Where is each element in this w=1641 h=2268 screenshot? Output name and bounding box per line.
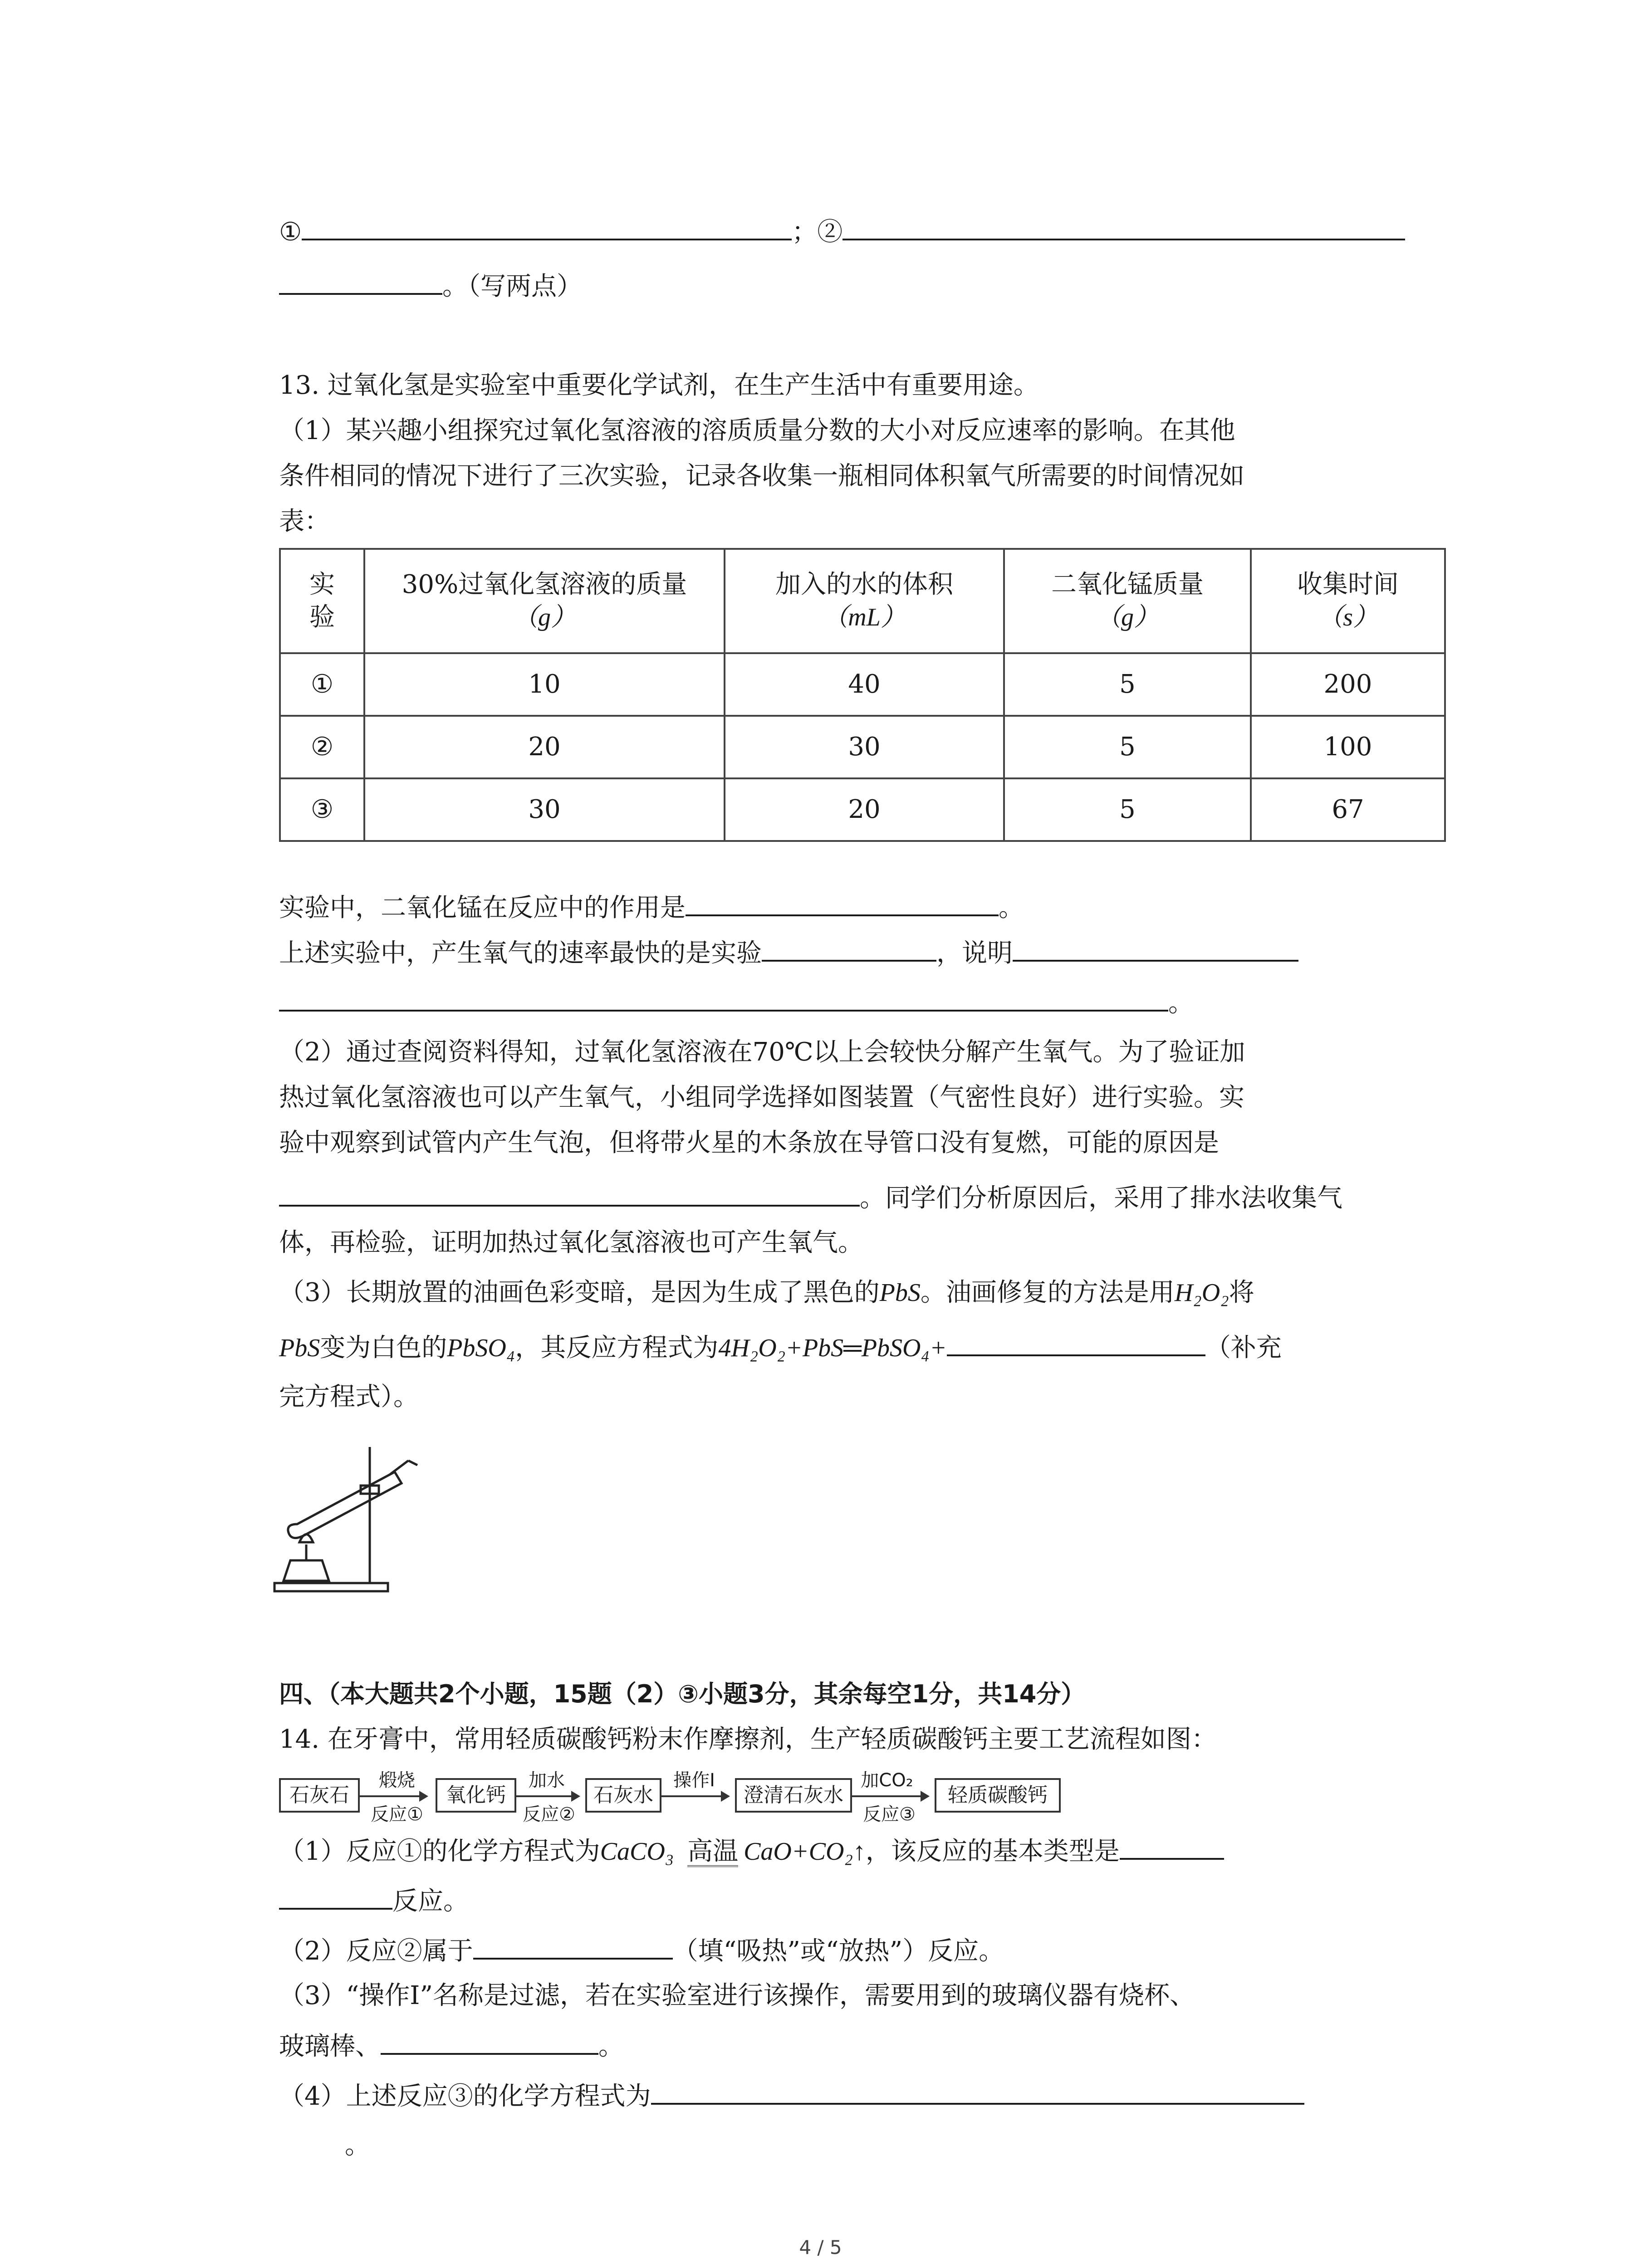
answer-line-1 [279, 213, 1405, 250]
circle-num-1: ① [279, 217, 302, 247]
table-header-cell: 收集时间 （s） [1251, 549, 1445, 653]
write-two-points-text: 。（写两点） [442, 272, 582, 301]
blank-3[interactable] [279, 268, 442, 295]
answer-line-2 [279, 268, 582, 305]
q13-stem: 13. 过氧化氢是实验室中重要化学试剂，在生产生活中有重要用途。 [279, 371, 1039, 400]
flow-label-add-co2: 加CO₂ [861, 1770, 913, 1791]
q13-p1-line1: （1）某兴趣小组探究过氧化氢溶液的溶质质量分数的大小对反应速率的影响。在其他 [279, 416, 1235, 445]
table-header-cell: 二氧化锰质量 （g） [1004, 549, 1251, 653]
q13-p3-line1: （3）长期放置的油画色彩变暗，是因为生成了黑色的PbS。油画修复的方法是用H₂O₂将 [279, 1278, 1254, 1307]
flow-label-reaction-2: 反应② [523, 1804, 575, 1825]
table-cell: 5 [1004, 716, 1251, 778]
reaction-condition: 高温 [687, 1837, 739, 1866]
formula-products: CaO+CO₂↑ [744, 1838, 866, 1866]
table-row [280, 716, 1445, 778]
flow-box-light-calcium-carbonate: 轻质碳酸钙 [935, 1778, 1061, 1813]
page-number: 4 / 5 [799, 2236, 842, 2258]
blank-1[interactable] [302, 213, 792, 240]
blank-reaction-type-1[interactable] [1120, 1833, 1224, 1860]
formula-h2o2: H₂O₂ [1174, 1279, 1229, 1307]
q13-a2-cont: 。 [279, 984, 1194, 1022]
flow-box-lime-water: 石灰水 [585, 1778, 661, 1813]
q13-a2-text: 上述实验中，产生氧气的速率最快的是实验 [279, 938, 762, 968]
q14-s1-line: （1）反应①的化学方程式为CaCO₃ 高温 CaO+CO₂↑，该反应的基本类型是 [279, 1833, 1224, 1870]
blank-glass-instrument[interactable] [381, 2028, 598, 2055]
table-cell: 40 [725, 653, 1004, 716]
blank-2[interactable] [843, 213, 1405, 240]
flow-arrow-3 [660, 1795, 728, 1797]
blank-fastest-experiment[interactable] [762, 934, 936, 962]
formula-pbso4: PbSO₄ [447, 1334, 515, 1362]
q14-s2-line: （2）反应②属于 （填“吸热”或“放热”）反应。 [279, 1932, 1004, 1970]
formula-pbs: PbS [879, 1279, 921, 1307]
q14-s3-line1: （3）“操作Ⅰ”名称是过滤，若在实验室进行该操作，需要用到的玻璃仪器有烧杯、 [279, 1981, 1195, 2010]
experiment-table [279, 548, 1446, 842]
table-cell: ① [280, 653, 364, 716]
blank-explain-1[interactable] [1013, 934, 1298, 962]
flow-label-reaction-3: 反应③ [863, 1804, 916, 1825]
q13-a1-line: 实验中，二氧化锰在反应中的作用是 。 [279, 889, 1024, 926]
q13-p3-line2: PbS变为白色的PbSO₄，其反应方程式为4H₂O₂+PbS═PbSO₄+ （补充 [279, 1329, 1282, 1366]
q13-p3-line3: 完方程式）。 [279, 1382, 419, 1412]
flow-arrow-2 [515, 1795, 578, 1797]
table-row [280, 653, 1445, 716]
flow-box-clear-lime-water: 澄清石灰水 [735, 1778, 852, 1813]
formula-caco3: CaCO₃ [600, 1838, 674, 1866]
q14-s4-line: （4）上述反应③的化学方程式为 [279, 2077, 1304, 2115]
blank-reason[interactable] [279, 1179, 860, 1207]
test-tube-apparatus-illustration [272, 1429, 422, 1597]
table-header-cell: 30%过氧化氢溶液的质量 （g） [364, 549, 725, 653]
table-cell: 67 [1251, 778, 1445, 841]
q13-a1-text: 实验中，二氧化锰在反应中的作用是 [279, 893, 686, 923]
flow-box-calcium-oxide: 氧化钙 [436, 1778, 516, 1813]
separator-text: ；② [792, 217, 843, 247]
q13-p1-line3: 表： [279, 507, 330, 536]
q13-p2-line1: （2）通过查阅资料得知，过氧化氢溶液在70℃以上会较快分解产生氧气。为了验证加 [279, 1037, 1245, 1067]
flow-arrow-1 [358, 1795, 426, 1797]
table-cell: ③ [280, 778, 364, 841]
q13-p2-line3: 验中观察到试管内产生气泡，但将带火星的木条放在导管口没有复燃，可能的原因是 [279, 1128, 1219, 1158]
flow-label-calcine: 煅烧 [379, 1770, 415, 1791]
q13-a2-line: 上述实验中，产生氧气的速率最快的是实验 ，说明 [279, 934, 1298, 972]
table-cell: 20 [364, 716, 725, 778]
table-cell: 5 [1004, 653, 1251, 716]
blank-catalyst-role[interactable] [686, 889, 999, 916]
table-header-row [280, 549, 1445, 653]
table-row [280, 778, 1445, 841]
table-header-cell: 加入的水的体积 （mL） [725, 549, 1004, 653]
q14-stem: 14. 在牙膏中，常用轻质碳酸钙粉末作摩擦剂，生产轻质碳酸钙主要工艺流程如图： [279, 1725, 1217, 1754]
table-cell: 5 [1004, 778, 1251, 841]
q14-s1-cont: 反应。 [279, 1882, 469, 1920]
blank-explain-2[interactable] [279, 984, 1168, 1012]
table-cell: 30 [725, 716, 1004, 778]
blank-equation-product[interactable] [947, 1329, 1205, 1356]
table-cell: 200 [1251, 653, 1445, 716]
reaction-equation: 4H₂O₂+PbS═PbSO₄+ [718, 1334, 947, 1362]
flow-box-limestone: 石灰石 [279, 1778, 360, 1813]
table-cell: 10 [364, 653, 725, 716]
table-cell: 20 [725, 778, 1004, 841]
flow-label-operation-1: 操作Ⅰ [673, 1770, 715, 1791]
q13-p2-line4: 。同学们分析原因后，采用了排水法收集气 [279, 1179, 1342, 1217]
section-4-heading: 四、（本大题共2个小题，15题（2）③小题3分，其余每空1分，共14分） [279, 1680, 1086, 1708]
flow-arrow-4 [851, 1795, 928, 1797]
flow-label-reaction-1: 反应① [371, 1804, 423, 1825]
blank-reaction-3-equation[interactable] [651, 2077, 1304, 2105]
q13-p2-line5: 体，再检验，证明加热过氧化氢溶液也可产生氧气。 [279, 1228, 863, 1257]
q14-s3-line2: 玻璃棒、 。 [279, 2028, 624, 2065]
table-cell: 30 [364, 778, 725, 841]
blank-heat-type[interactable] [473, 1932, 673, 1960]
blank-reaction-type-2[interactable] [279, 1882, 392, 1910]
q13-p1-line2: 条件相同的情况下进行了三次实验，记录各收集一瓶相同体积氧气所需要的时间情况如 [279, 461, 1244, 491]
q13-p2-line2: 热过氧化氢溶液也可以产生氧气，小组同学选择如图装置（气密性良好）进行实验。实 [279, 1083, 1244, 1112]
table-cell: ② [280, 716, 364, 778]
table-cell: 100 [1251, 716, 1445, 778]
flow-label-add-water: 加水 [529, 1770, 565, 1791]
table-header-cell: 实 验 [280, 549, 364, 653]
q14-s4-end: 。 [345, 2131, 370, 2160]
